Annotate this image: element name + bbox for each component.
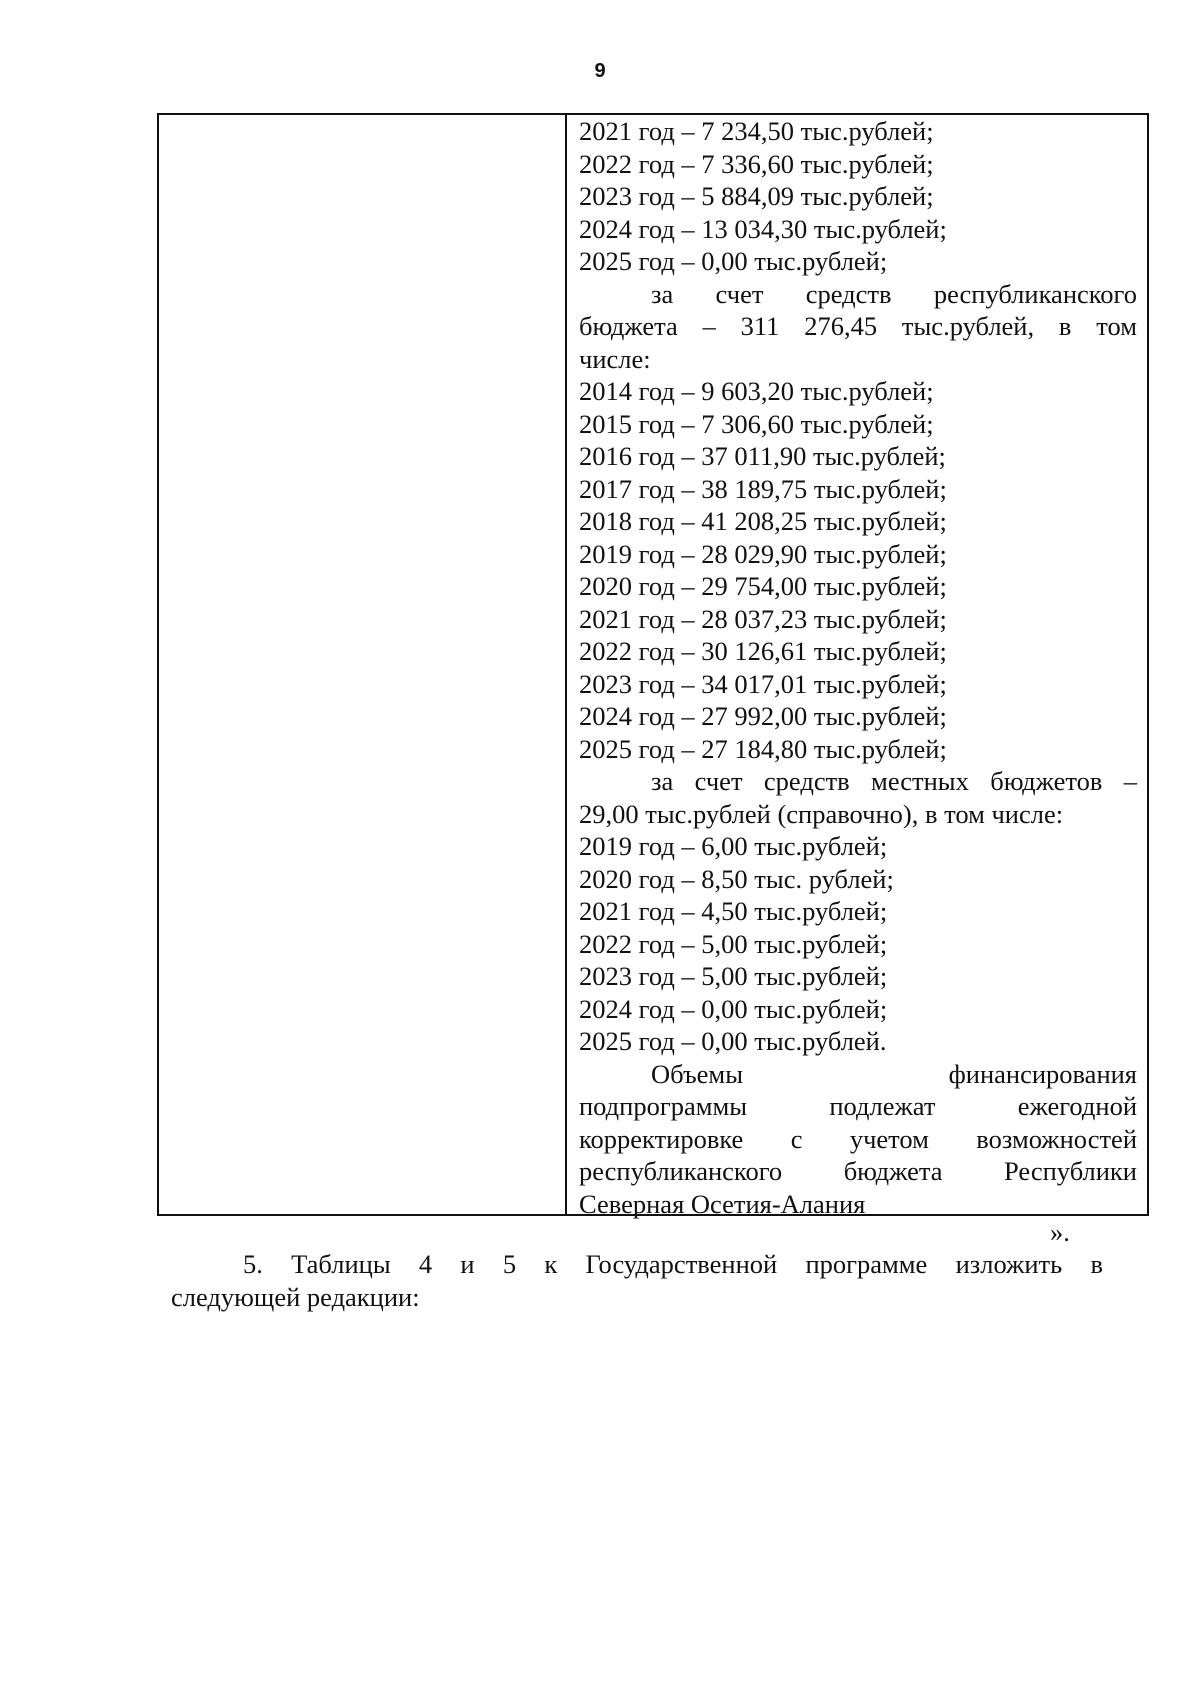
table-left-cell	[159, 115, 567, 1214]
republic-year-line: 2019 год – 28 029,90 тыс.рублей;	[579, 538, 947, 569]
republic-budget-intro: за счет средств республиканского	[651, 278, 1137, 309]
republic-budget-intro: числе:	[579, 343, 651, 374]
local-year-line: 2022 год – 5,00 тыс.рублей;	[579, 928, 888, 959]
funding-line: 2023 год – 5 884,09 тыс.рублей;	[579, 181, 934, 211]
republic-year-line: 2017 год – 38 189,75 тыс.рублей;	[579, 473, 947, 504]
funding-line: 2024 год – 13 034,30 тыс.рублей;	[579, 213, 947, 244]
financing-table	[157, 113, 1149, 1219]
closing-note-line: Объемы финансирования	[651, 1058, 1137, 1089]
republic-year-line: 2023 год – 34 017,01 тыс.рублей;	[579, 668, 947, 699]
republic-year-line: 2022 год – 30 126,61 тыс.рублей;	[579, 636, 947, 666]
local-year-line: 2020 год – 8,50 тыс. рублей;	[579, 863, 894, 894]
closing-quote: ».	[1050, 1217, 1070, 1247]
local-year-line: 2024 год – 0,00 тыс.рублей;	[579, 993, 888, 1024]
local-budget-intro: за счет средств местных бюджетов –	[651, 766, 1137, 796]
local-budget-intro: 29,00 тыс.рублей (справочно), в том числе:	[579, 798, 1064, 829]
republic-year-line: 2016 год – 37 011,90 тыс.рублей;	[579, 441, 946, 471]
body-paragraph	[171, 1248, 1103, 1313]
local-year-line: 2023 год – 5,00 тыс.рублей;	[579, 961, 888, 991]
funding-line: 2021 год – 7 234,50 тыс.рублей;	[579, 116, 934, 146]
paragraph-line: 5. Таблицы 4 и 5 к Государственной программе изложить в	[243, 1249, 1103, 1279]
page-number: 9	[594, 60, 606, 82]
republic-year-line: 2014 год – 9 603,20 тыс.рублей;	[579, 376, 934, 406]
closing-note-line: подпрограммы подлежат ежегодной	[579, 1091, 1137, 1121]
closing-note-line: Северная Осетия-Алания	[579, 1188, 866, 1219]
local-year-line: 2019 год – 6,00 тыс.рублей;	[579, 831, 888, 861]
republic-year-line: 2015 год – 7 306,60 тыс.рублей;	[579, 408, 934, 439]
funding-line: 2025 год – 0,00 тыс.рублей;	[579, 246, 888, 276]
republic-budget-intro: бюджета – 311 276,45 тыс.рублей, в том	[579, 311, 1137, 341]
local-year-line: 2025 год – 0,00 тыс.рублей.	[579, 1026, 887, 1056]
republic-year-line: 2025 год – 27 184,80 тыс.рублей;	[579, 733, 947, 764]
closing-note-line: корректировке с учетом возможностей	[579, 1123, 1137, 1154]
table-right-cell	[567, 115, 1147, 1219]
republic-year-line: 2020 год – 29 754,00 тыс.рублей;	[579, 571, 947, 601]
republic-year-line: 2024 год – 27 992,00 тыс.рублей;	[579, 701, 947, 731]
paragraph-line: следующей редакции:	[171, 1281, 420, 1312]
republic-year-line: 2021 год – 28 037,23 тыс.рублей;	[579, 603, 947, 634]
funding-line: 2022 год – 7 336,60 тыс.рублей;	[579, 148, 934, 179]
closing-note-line: республиканского бюджета Республики	[579, 1156, 1137, 1186]
local-year-line: 2021 год – 4,50 тыс.рублей;	[579, 896, 888, 926]
republic-year-line: 2018 год – 41 208,25 тыс.рублей;	[579, 506, 947, 536]
